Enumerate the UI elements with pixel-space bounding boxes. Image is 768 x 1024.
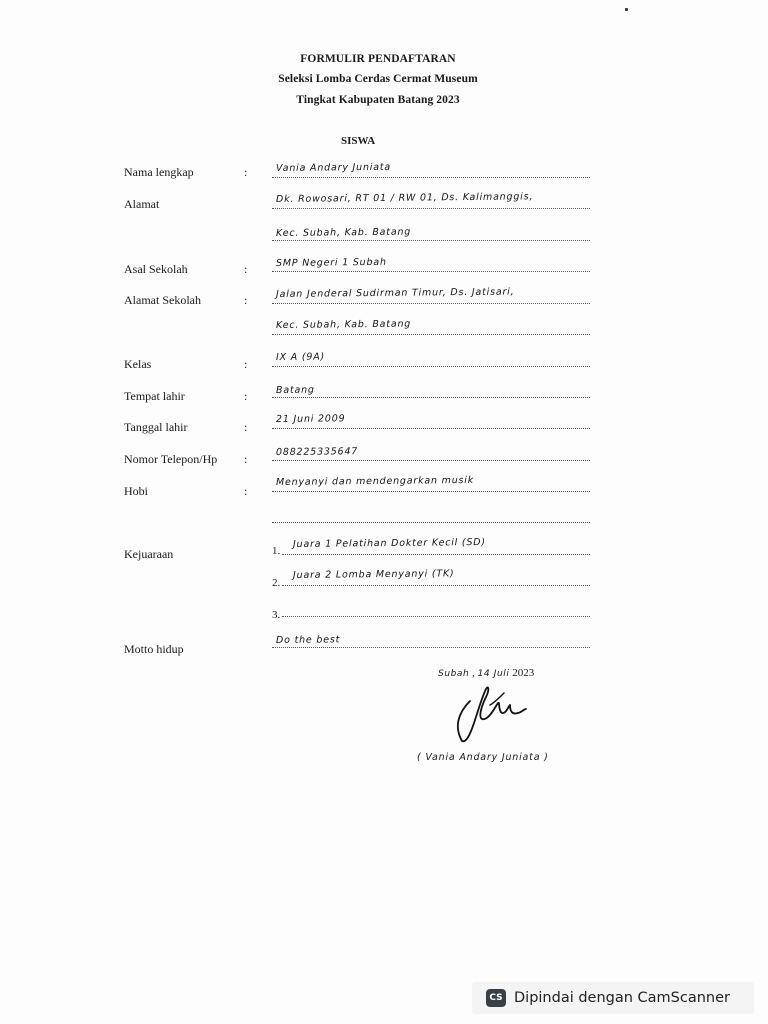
hobi-colon: :: [244, 484, 248, 498]
kelas-colon: :: [244, 357, 248, 371]
tanggal-lahir-line: [272, 428, 590, 429]
motto-line: [272, 647, 590, 648]
camscanner-logo-icon: CS: [486, 989, 506, 1007]
alamat-value-2: Kec. Subah, Kab. Batang: [275, 226, 412, 239]
asal-sekolah-label: Asal Sekolah: [124, 262, 188, 276]
telepon-label: Nomor Telepon/Hp: [124, 452, 218, 466]
kejuaraan-label: Kejuaraan: [124, 547, 174, 561]
camscanner-watermark: [472, 982, 754, 1014]
form-title: FORMULIR PENDAFTARAN: [300, 53, 456, 65]
signature-separator: ,: [472, 667, 475, 679]
form-subtitle: Seleksi Lomba Cerdas Cermat Museum: [278, 73, 478, 85]
asal-sekolah-value: SMP Negeri 1 Subah: [275, 256, 387, 269]
kejuaraan-line-3: [282, 616, 590, 617]
section-title: SISWA: [341, 135, 376, 147]
telepon-value: 088225335647: [275, 446, 359, 458]
nama-line: [272, 177, 590, 178]
signature-date: 14 Juli: [477, 669, 510, 679]
alamat-sekolah-value-1: Jalan Jenderal Sudirman Timur, Ds. Jatisari,: [275, 286, 515, 300]
asal-sekolah-line: [272, 271, 590, 272]
alamat-line-1: [272, 208, 590, 209]
handwritten-signature: [448, 683, 548, 745]
kejuaraan-num-1: 1.: [272, 545, 281, 557]
kelas-label: Kelas: [124, 357, 152, 371]
kelas-line: [272, 366, 590, 367]
hobi-label: Hobi: [124, 484, 148, 498]
alamat-sekolah-line-1: [272, 303, 590, 304]
scan-mark: [625, 8, 628, 11]
nama-label: Nama lengkap: [124, 165, 194, 179]
alamat-value-1: Dk. Rowosari, RT 01 / RW 01, Ds. Kalimanggis,: [275, 191, 534, 205]
motto-label: Motto hidup: [124, 642, 184, 656]
signature-year: 2023: [512, 667, 535, 679]
kejuaraan-line-1: [282, 554, 590, 555]
kejuaraan-num-2: 2.: [272, 577, 281, 589]
alamat-label: Alamat: [124, 197, 160, 211]
tempat-lahir-colon: :: [244, 389, 248, 403]
alamat-line-2: [272, 240, 590, 241]
alamat-sekolah-value-2: Kec. Subah, Kab. Batang: [275, 318, 412, 331]
place-and-date: [438, 667, 534, 679]
alamat-sekolah-colon: :: [244, 293, 248, 307]
motto-value: Do the best: [275, 634, 341, 646]
kejuaraan-num-3: 3.: [272, 609, 281, 621]
kejuaraan-line-2: [282, 585, 590, 586]
signer-name: ( Vania Andary Juniata ): [417, 752, 549, 763]
tempat-lahir-label: Tempat lahir: [124, 389, 185, 403]
telepon-colon: :: [244, 452, 248, 466]
tanggal-lahir-colon: :: [244, 420, 248, 434]
hobi-line-2: [272, 522, 590, 523]
hobi-line-1: [272, 491, 590, 492]
camscanner-text: Dipindai dengan CamScanner: [514, 990, 731, 1006]
kelas-value: IX A (9A): [275, 351, 326, 363]
nama-value: Vania Andary Juniata: [275, 161, 392, 174]
alamat-sekolah-line-2: [272, 334, 590, 335]
hobi-value: Menyanyi dan mendengarkan musik: [275, 474, 475, 488]
telepon-line: [272, 460, 590, 461]
asal-sekolah-colon: :: [244, 262, 248, 276]
form-subtitle-2: Tingkat Kabupaten Batang 2023: [296, 94, 460, 106]
nama-colon: :: [244, 165, 248, 179]
signature-place: Subah: [438, 669, 470, 679]
kejuaraan-item-2: Juara 2 Lomba Menyanyi (TK): [292, 568, 455, 581]
tempat-lahir-value: Batang: [275, 384, 315, 396]
kejuaraan-item-1: Juara 1 Pelatihan Dokter Kecil (SD): [292, 536, 486, 550]
tanggal-lahir-value: 21 Juni 2009: [275, 413, 346, 425]
tanggal-lahir-label: Tanggal lahir: [124, 420, 188, 434]
tempat-lahir-line: [272, 397, 590, 398]
alamat-sekolah-label: Alamat Sekolah: [124, 293, 201, 307]
